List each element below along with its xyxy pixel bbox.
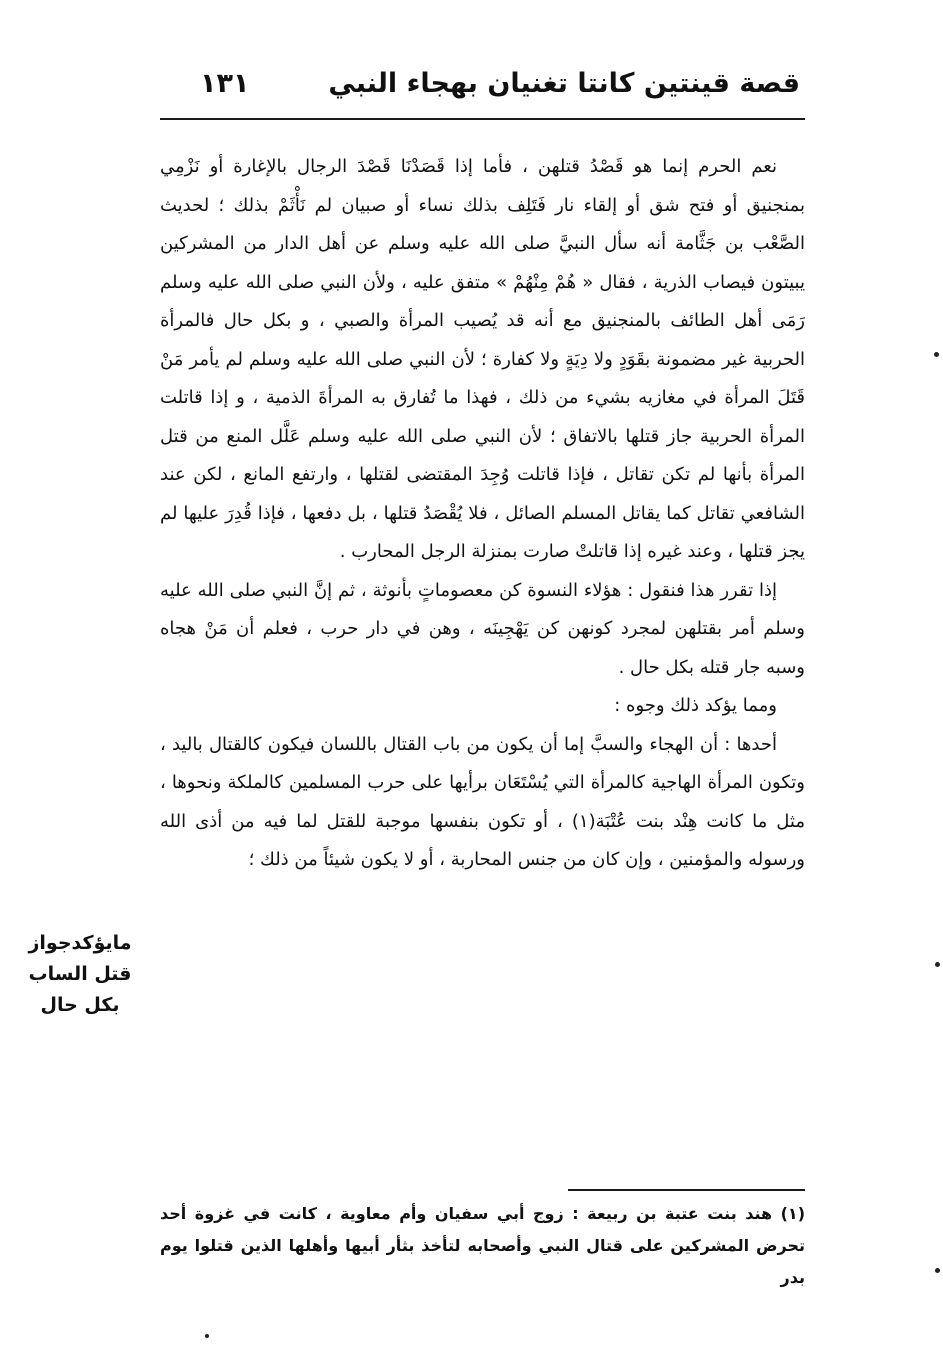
scan-speck	[935, 962, 940, 967]
body-text	[160, 148, 805, 880]
paragraph-2: إذا تقرر هذا فنقول : هؤلاء النسوة كن معصوماتٍ بأنوثة ، ثم إنَّ النبي صلى الله عليه وسلم أمر بقتلهن لمجرد كونهن كن يَهْجِينَه ، وهن في دار حرب ، فعلم أن مَنْ هجاه وسبه جار قتله بكل حال .	[160, 579, 805, 678]
header-rule	[160, 118, 805, 120]
footnote-1: (١) هند بنت عتبة بن ربيعة : زوج أبي سفيان وأم معاوية ، كانت في غزوة أحد تحرض المشركين على قتال النبي وأصحابه لتأخذ بثأر أبيها وأهلها الذين قتلوا يوم بدر	[160, 1204, 805, 1287]
footnotes	[160, 1198, 805, 1294]
scan-speck	[934, 352, 939, 357]
paragraph-1: نعم الحرم إنما هو قَصْدُ قتلهن ، فأما إذا قَصَدْنَا قَصْدَ الرجال بالإغارة أو نَزْمِي بمنجنيق أو فتح شق أو إلقاء نار فَتَلِف بذلك نساء أو صبيان لم نَأْثَمْ بذلك ؛ لحديث الصَّعْب بن جَثَّامة أنه سأل النبيَّ صلى الله عليه وسلم عن أهل الدار من المشركين يبيتون فيصاب الذرية ، فقال « هُمْ مِنْهُمْ » متفق عليه ، ولأن النبي صلى الله عليه وسلم رَمَى أهل الطائف بالمنجنيق مع أنه قد يُصيب المرأة والصبي ، و بكل حال فالمرأة الحربية غير مضمونة بقَوَدٍ ولا دِيَةٍ ولا كفارة ؛ لأن النبي صلى الله عليه وسلم لم يأمر مَنْ قَتَلَ المرأة في مغازيه بشيء من ذلك ، فهذا ما تُفارق به المرأةَ الذمية ، و إذا قاتلت المرأة الحربية جاز قتلها بالاتفاق ؛ لأن النبي صلى الله عليه وسلم عَلَّل المنع من قتل المرأة بأنها لم تكن تقاتل ، فإذا قاتلت وُجِدَ المقتضى لقتلها ، وارتفع المانع ، لكن عند الشافعي تقاتل كما يقاتل المسلم الصائل ، فلا يُقْصَدُ قتلها ، بل دفعها ، فإذا قُدِرَ عليها لم يجز قتلها ، وعند غيره إذا قاتلتْ صارت بمنزلة الرجل المحارب .	[160, 156, 805, 562]
page-number: ١٣١	[200, 68, 250, 99]
paragraph-4: أحدها : أن الهجاء والسبَّ إما أن يكون من باب القتال باللسان فيكون كالقتال باليد ، وتكون المرأة الهاجية كالمرأة التي يُسْتَعَان برأيها على حرب المسلمين كالملكة ونحوها ، مثل ما كانت هِنْد بنت عُتْبَة(١) ، أو تكون بنفسها موجبة للقتل لما فيه من أذى الله ورسوله والمؤمنين ، وإن كان من جنس المحاربة ، أو لا يكون شيئاً من ذلك ؛	[160, 733, 806, 870]
paragraph-3: ومما يؤكد ذلك وجوه :	[614, 695, 777, 716]
footnote-rule	[568, 1189, 805, 1191]
margin-note-line: قتل الساب	[28, 963, 132, 985]
margin-note-line: بكل حال	[40, 994, 120, 1016]
margin-note-line: مايؤكدجواز	[28, 932, 132, 954]
scan-speck	[205, 1334, 209, 1338]
running-title: قصة قينتين كانتا تغنيان بهجاء النبي	[328, 68, 800, 99]
scan-speck	[935, 1268, 940, 1273]
margin-note	[18, 928, 142, 1021]
running-header	[160, 60, 800, 110]
